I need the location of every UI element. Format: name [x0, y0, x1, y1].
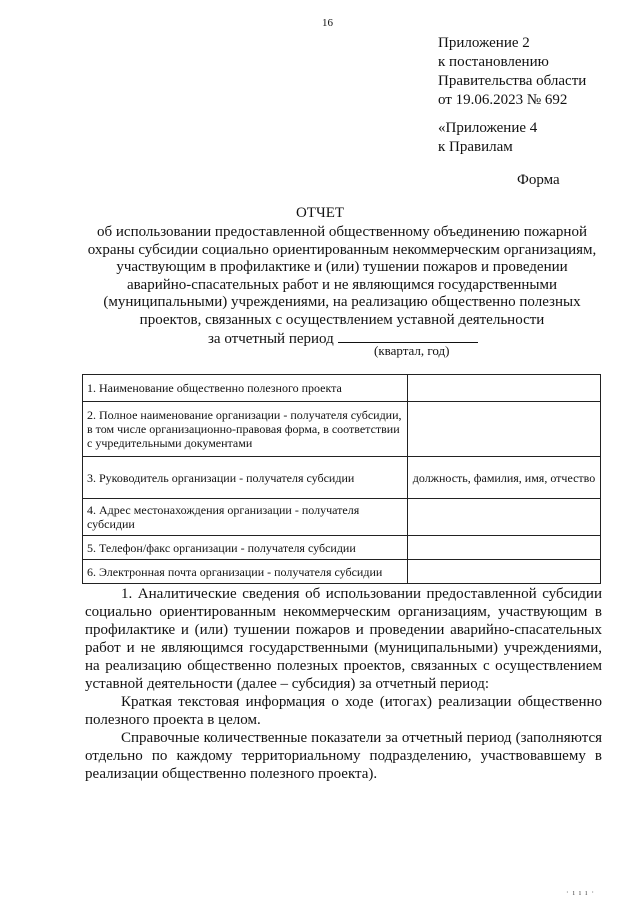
rules-reference: [438, 119, 537, 157]
heading-line: проектов, связанных с осуществлением уставной деятельности: [139, 311, 545, 328]
appendix-line: Правительства области: [438, 73, 587, 89]
heading-line: (муниципальными) учреждениями, на реализацию общественно полезных: [103, 294, 581, 310]
appendix-line: Приложение 2: [438, 35, 530, 51]
row-value[interactable]: [408, 560, 601, 584]
report-title: ОТЧЕТ: [295, 205, 345, 221]
period-hint: (квартал, год): [374, 343, 450, 358]
row-value[interactable]: [408, 402, 601, 457]
period-blank-field[interactable]: [338, 329, 478, 343]
row-label: 5. Телефон/факс организации - получателя субсидии: [83, 536, 408, 560]
table-row: [83, 457, 601, 499]
heading-line: охраны субсидии социально ориентированным некоммерческим организациям,: [87, 241, 597, 258]
heading-line: участвующим в профилактике и (или) тушении пожаров и проведении: [116, 259, 568, 275]
organization-info-table: [82, 374, 601, 584]
heading-line: об использовании предоставленной общественному объединению пожарной: [97, 224, 587, 240]
table-row: [83, 499, 601, 536]
appendix-reference: [438, 34, 586, 110]
page-number: 16: [322, 17, 333, 29]
row-value[interactable]: [408, 375, 601, 402]
row-label: 6. Электронная почта организации - получателя субсидии: [83, 560, 408, 584]
row-label: 1. Наименование общественно полезного проекта: [83, 375, 408, 402]
report-heading: [80, 224, 604, 329]
body-paragraph: 1. Аналитические сведения об использовании предоставленной субсидии социально ориентированным некоммерческим организациям, участвующим в профилактике и (или) тушении пожаров и проведении аварийно-спасательных работ и не являющимся государственными (муниципальными) учреждениями, на реализацию общественно полезных проектов, связанных с осуществлением уставной деятельности (далее – субсидия) за отчетный период:: [85, 586, 602, 692]
body-paragraph: Краткая текстовая информация о ходе (итогах) реализации общественно полезного проекта в целом.: [85, 694, 602, 728]
scan-mark: · ı ı ı ·: [566, 888, 595, 897]
row-value[interactable]: [408, 499, 601, 536]
body-paragraph: Справочные количественные показатели за отчетный период (заполняются отдельно по каждому территориальному подразделению, участвовавшему в реализации общественно полезного проекта).: [85, 730, 602, 782]
row-label: 3. Руководитель организации - получателя субсидии: [83, 457, 408, 499]
rules-line: «Приложение 4: [438, 120, 538, 136]
table-row: [83, 560, 601, 584]
report-body: [85, 585, 602, 783]
table-row: [83, 536, 601, 560]
row-value[interactable]: должность, фамилия, имя, отчество: [408, 457, 601, 499]
row-label: 4. Адрес местонахождения организации - получателя субсидии: [83, 499, 408, 536]
table-row: [83, 402, 601, 457]
form-label: Форма: [517, 172, 560, 188]
table-row: [83, 375, 601, 402]
row-label: 2. Полное наименование организации - получателя субсидии, в том числе организационно-правовая форма, в соответствии с учредительными документами: [83, 402, 408, 457]
rules-line: к Правилам: [438, 139, 513, 155]
heading-line: аварийно-спасательных работ и не являющимся государственными: [127, 276, 557, 293]
period-label: за отчетный период: [208, 331, 334, 347]
row-value[interactable]: [408, 536, 601, 560]
appendix-line: от 19.06.2023 № 692: [438, 92, 568, 108]
appendix-line: к постановлению: [438, 54, 549, 70]
